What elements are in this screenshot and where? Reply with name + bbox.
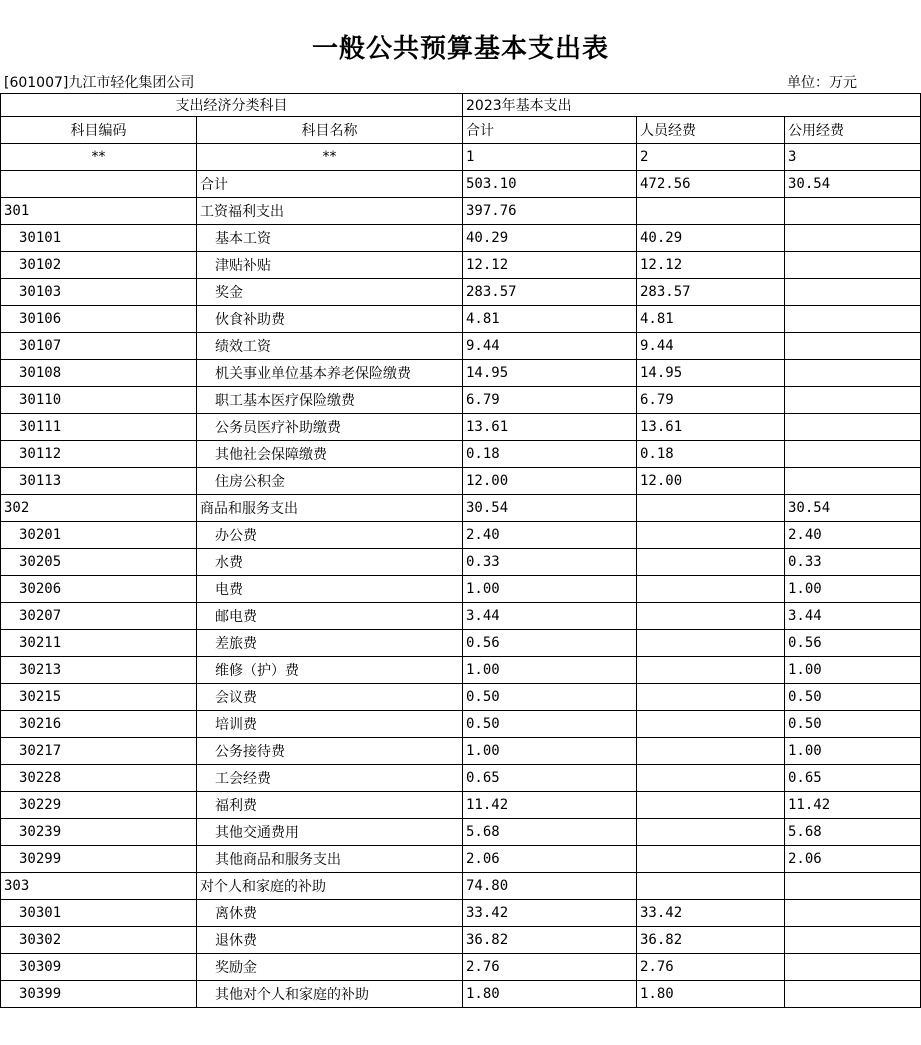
row-public: 30.54 <box>785 495 921 522</box>
total-name: 合计 <box>197 171 463 198</box>
header-column-row <box>1 117 921 144</box>
row-code: 30103 <box>1 279 197 306</box>
row-public <box>785 927 921 954</box>
row-total: 30.54 <box>463 495 637 522</box>
row-personnel: 12.12 <box>637 252 785 279</box>
table-row <box>1 576 921 603</box>
table-row <box>1 873 921 900</box>
row-personnel <box>637 792 785 819</box>
header-total: 合计 <box>463 117 637 144</box>
table-row <box>1 603 921 630</box>
row-personnel <box>637 657 785 684</box>
row-code: 30213 <box>1 657 197 684</box>
row-public: 3.44 <box>785 603 921 630</box>
row-personnel: 14.95 <box>637 360 785 387</box>
row-total: 0.56 <box>463 630 637 657</box>
row-code: 30106 <box>1 306 197 333</box>
row-total: 2.76 <box>463 954 637 981</box>
row-public: 0.33 <box>785 549 921 576</box>
total-row <box>1 171 921 198</box>
table-row <box>1 900 921 927</box>
row-total: 1.00 <box>463 657 637 684</box>
row-name: 邮电费 <box>197 603 463 630</box>
row-code: 30102 <box>1 252 197 279</box>
row-name: 水费 <box>197 549 463 576</box>
row-public <box>785 198 921 225</box>
row-code: 30112 <box>1 441 197 468</box>
table-row <box>1 306 921 333</box>
row-total: 0.33 <box>463 549 637 576</box>
header-group-year: 2023年基本支出 <box>463 94 921 117</box>
index-public: 3 <box>785 144 921 171</box>
header-index-row <box>1 144 921 171</box>
row-total: 12.12 <box>463 252 637 279</box>
row-total: 5.68 <box>463 819 637 846</box>
row-personnel: 12.00 <box>637 468 785 495</box>
row-total: 2.06 <box>463 846 637 873</box>
row-name: 其他社会保障缴费 <box>197 441 463 468</box>
table-row <box>1 414 921 441</box>
row-code: 30207 <box>1 603 197 630</box>
row-code: 30228 <box>1 765 197 792</box>
row-public <box>785 387 921 414</box>
row-name: 其他交通费用 <box>197 819 463 846</box>
row-code: 30201 <box>1 522 197 549</box>
row-name: 机关事业单位基本养老保险缴费 <box>197 360 463 387</box>
row-public: 2.06 <box>785 846 921 873</box>
row-public: 0.50 <box>785 684 921 711</box>
row-name: 工资福利支出 <box>197 198 463 225</box>
row-code: 30239 <box>1 819 197 846</box>
row-personnel <box>637 738 785 765</box>
header-public: 公用经费 <box>785 117 921 144</box>
table-row <box>1 981 921 1008</box>
row-total: 1.80 <box>463 981 637 1008</box>
row-code: 30399 <box>1 981 197 1008</box>
row-personnel <box>637 198 785 225</box>
row-total: 11.42 <box>463 792 637 819</box>
row-public: 11.42 <box>785 792 921 819</box>
row-code: 30301 <box>1 900 197 927</box>
row-total: 36.82 <box>463 927 637 954</box>
row-total: 14.95 <box>463 360 637 387</box>
row-code: 30113 <box>1 468 197 495</box>
row-public <box>785 333 921 360</box>
row-public <box>785 252 921 279</box>
row-total: 0.50 <box>463 684 637 711</box>
row-name: 公务员医疗补助缴费 <box>197 414 463 441</box>
table-row <box>1 657 921 684</box>
row-personnel <box>637 684 785 711</box>
row-personnel: 13.61 <box>637 414 785 441</box>
row-total: 9.44 <box>463 333 637 360</box>
table-row <box>1 765 921 792</box>
row-code: 30206 <box>1 576 197 603</box>
row-personnel <box>637 576 785 603</box>
row-name: 差旅费 <box>197 630 463 657</box>
row-personnel: 0.18 <box>637 441 785 468</box>
total-public: 30.54 <box>785 171 921 198</box>
table-row <box>1 927 921 954</box>
row-name: 商品和服务支出 <box>197 495 463 522</box>
row-public: 0.50 <box>785 711 921 738</box>
row-public <box>785 873 921 900</box>
row-personnel: 4.81 <box>637 306 785 333</box>
table-row <box>1 495 921 522</box>
row-public: 1.00 <box>785 738 921 765</box>
row-public <box>785 306 921 333</box>
table-row <box>1 819 921 846</box>
row-public: 0.65 <box>785 765 921 792</box>
table-row <box>1 684 921 711</box>
row-code: 30215 <box>1 684 197 711</box>
row-public <box>785 900 921 927</box>
row-name: 福利费 <box>197 792 463 819</box>
row-public <box>785 225 921 252</box>
row-personnel <box>637 603 785 630</box>
row-name: 会议费 <box>197 684 463 711</box>
row-total: 33.42 <box>463 900 637 927</box>
row-name: 奖金 <box>197 279 463 306</box>
row-total: 0.65 <box>463 765 637 792</box>
row-personnel: 6.79 <box>637 387 785 414</box>
row-code: 30229 <box>1 792 197 819</box>
row-total: 0.18 <box>463 441 637 468</box>
table-row <box>1 468 921 495</box>
table-row <box>1 630 921 657</box>
index-total: 1 <box>463 144 637 171</box>
row-total: 3.44 <box>463 603 637 630</box>
organization-label: [601007]九江市轻化集团公司 <box>4 75 195 91</box>
row-public <box>785 441 921 468</box>
index-name: ** <box>197 144 463 171</box>
row-name: 住房公积金 <box>197 468 463 495</box>
header-group-classification: 支出经济分类科目 <box>1 94 463 117</box>
row-personnel: 33.42 <box>637 900 785 927</box>
row-public <box>785 468 921 495</box>
row-name: 公务接待费 <box>197 738 463 765</box>
row-personnel <box>637 711 785 738</box>
row-code: 30110 <box>1 387 197 414</box>
row-code: 30107 <box>1 333 197 360</box>
row-code: 30211 <box>1 630 197 657</box>
row-personnel <box>637 819 785 846</box>
budget-table <box>0 93 921 1008</box>
row-total: 40.29 <box>463 225 637 252</box>
row-public: 1.00 <box>785 657 921 684</box>
unit-label: 单位：万元 <box>787 75 857 91</box>
row-code: 30299 <box>1 846 197 873</box>
row-name: 培训费 <box>197 711 463 738</box>
table-row <box>1 198 921 225</box>
row-total: 0.50 <box>463 711 637 738</box>
row-personnel <box>637 549 785 576</box>
table-row <box>1 846 921 873</box>
row-public: 0.56 <box>785 630 921 657</box>
row-personnel: 283.57 <box>637 279 785 306</box>
index-personnel: 2 <box>637 144 785 171</box>
row-code: 30108 <box>1 360 197 387</box>
header-personnel: 人员经费 <box>637 117 785 144</box>
row-personnel <box>637 495 785 522</box>
row-public <box>785 279 921 306</box>
header-group-row <box>1 94 921 117</box>
row-name: 维修（护）费 <box>197 657 463 684</box>
row-total: 4.81 <box>463 306 637 333</box>
row-total: 2.40 <box>463 522 637 549</box>
row-personnel <box>637 630 785 657</box>
header-code: 科目编码 <box>1 117 197 144</box>
row-name: 基本工资 <box>197 225 463 252</box>
row-name: 电费 <box>197 576 463 603</box>
row-personnel <box>637 873 785 900</box>
table-row <box>1 522 921 549</box>
table-row <box>1 252 921 279</box>
row-code: 30205 <box>1 549 197 576</box>
row-personnel <box>637 522 785 549</box>
row-personnel <box>637 765 785 792</box>
row-personnel: 40.29 <box>637 225 785 252</box>
row-personnel: 1.80 <box>637 981 785 1008</box>
row-name: 退休费 <box>197 927 463 954</box>
table-row <box>1 738 921 765</box>
row-public: 2.40 <box>785 522 921 549</box>
row-total: 1.00 <box>463 576 637 603</box>
total-total: 503.10 <box>463 171 637 198</box>
table-row <box>1 792 921 819</box>
table-row <box>1 954 921 981</box>
table-row <box>1 225 921 252</box>
row-total: 12.00 <box>463 468 637 495</box>
row-code: 30111 <box>1 414 197 441</box>
row-code: 30101 <box>1 225 197 252</box>
table-row <box>1 711 921 738</box>
row-name: 其他商品和服务支出 <box>197 846 463 873</box>
row-code: 302 <box>1 495 197 522</box>
header-name: 科目名称 <box>197 117 463 144</box>
table-row <box>1 549 921 576</box>
row-code: 30302 <box>1 927 197 954</box>
total-code <box>1 171 197 198</box>
row-name: 津贴补贴 <box>197 252 463 279</box>
row-name: 伙食补助费 <box>197 306 463 333</box>
row-name: 其他对个人和家庭的补助 <box>197 981 463 1008</box>
row-code: 30309 <box>1 954 197 981</box>
row-personnel <box>637 846 785 873</box>
row-public: 1.00 <box>785 576 921 603</box>
row-code: 303 <box>1 873 197 900</box>
row-total: 397.76 <box>463 198 637 225</box>
row-name: 离休费 <box>197 900 463 927</box>
total-personnel: 472.56 <box>637 171 785 198</box>
row-code: 301 <box>1 198 197 225</box>
row-public: 5.68 <box>785 819 921 846</box>
row-name: 绩效工资 <box>197 333 463 360</box>
table-row <box>1 360 921 387</box>
index-code: ** <box>1 144 197 171</box>
row-public <box>785 360 921 387</box>
row-total: 13.61 <box>463 414 637 441</box>
row-personnel: 2.76 <box>637 954 785 981</box>
row-total: 74.80 <box>463 873 637 900</box>
row-name: 办公费 <box>197 522 463 549</box>
row-name: 职工基本医疗保险缴费 <box>197 387 463 414</box>
row-public <box>785 981 921 1008</box>
row-code: 30216 <box>1 711 197 738</box>
page-title: 一般公共预算基本支出表 <box>311 34 609 64</box>
row-name: 对个人和家庭的补助 <box>197 873 463 900</box>
table-row <box>1 333 921 360</box>
row-name: 工会经费 <box>197 765 463 792</box>
row-personnel: 9.44 <box>637 333 785 360</box>
row-name: 奖励金 <box>197 954 463 981</box>
table-row <box>1 441 921 468</box>
row-total: 283.57 <box>463 279 637 306</box>
row-public <box>785 414 921 441</box>
row-public <box>785 954 921 981</box>
row-code: 30217 <box>1 738 197 765</box>
table-row <box>1 387 921 414</box>
table-row <box>1 279 921 306</box>
row-total: 6.79 <box>463 387 637 414</box>
row-personnel: 36.82 <box>637 927 785 954</box>
row-total: 1.00 <box>463 738 637 765</box>
